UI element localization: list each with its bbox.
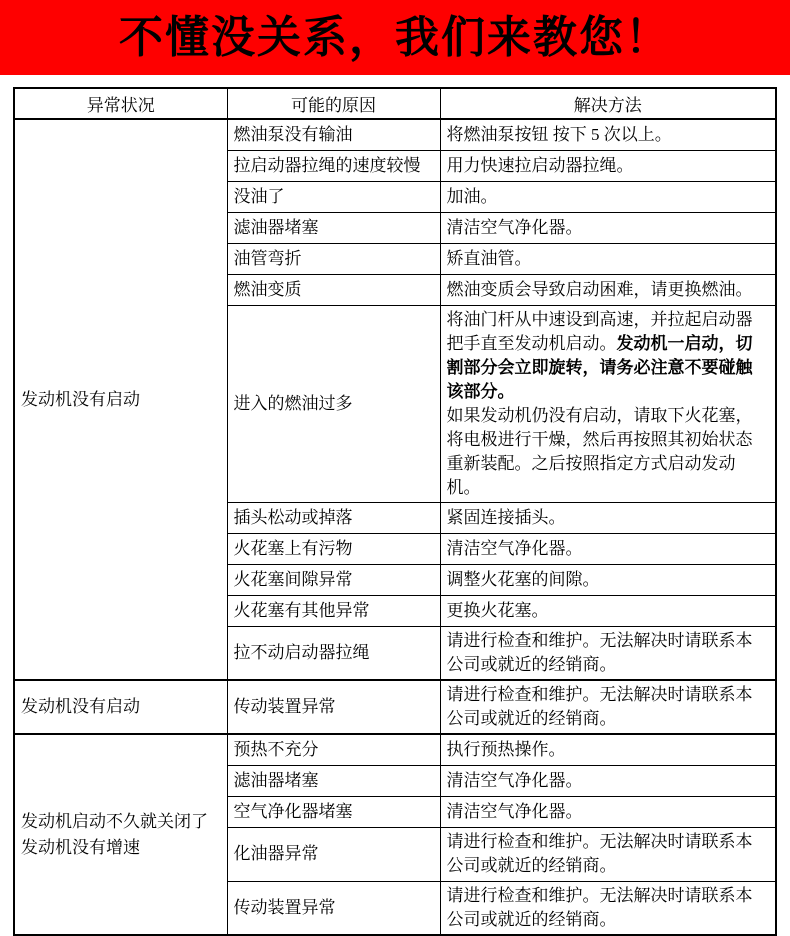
solution-text: 清洁空气净化器。 xyxy=(446,770,583,790)
cause-cell: 传动装置异常 xyxy=(227,881,440,935)
cause-cell: 化油器异常 xyxy=(227,827,440,881)
cause-cell: 空气净化器堵塞 xyxy=(227,796,440,827)
solution-text: 请进行检查和维护。无法解决时请联系本公司或就近的经销商。 xyxy=(446,885,753,929)
column-header-situation: 异常状况 xyxy=(14,88,227,119)
solution-cell xyxy=(440,305,776,502)
cause-cell: 火花塞有其他异常 xyxy=(227,595,440,626)
column-header-solution: 解决方法 xyxy=(440,88,776,119)
cause-cell: 燃油变质 xyxy=(227,274,440,305)
cause-cell: 滤油器堵塞 xyxy=(227,212,440,243)
cause-cell: 火花塞上有污物 xyxy=(227,533,440,564)
situation-cell: 发动机没有启动 xyxy=(14,119,227,680)
solution-cell xyxy=(440,243,776,274)
solution-text: 燃油变质会导致启动困难，请更换燃油。 xyxy=(446,279,753,299)
cause-cell: 预热不充分 xyxy=(227,734,440,765)
solution-text: 将燃油泵按钮 按下 5 次以上。 xyxy=(446,124,672,144)
solution-text: 请进行检查和维护。无法解决时请联系本公司或就近的经销商。 xyxy=(446,685,753,728)
solution-text: 加油。 xyxy=(446,186,498,206)
solution-cell xyxy=(440,827,776,881)
solution-text: 清洁空气净化器。 xyxy=(446,801,583,821)
solution-text: 请进行检查和维护。无法解决时请联系本公司或就近的经销商。 xyxy=(446,630,753,674)
cause-cell: 插头松动或掉落 xyxy=(227,502,440,533)
table-row xyxy=(14,680,776,734)
cause-cell: 传动装置异常 xyxy=(227,680,440,734)
solution-text: 矫直油管。 xyxy=(446,248,532,268)
situation-cell: 发动机启动不久就关闭了 发动机没有增速 xyxy=(14,734,227,935)
solution-cell xyxy=(440,181,776,212)
solution-text: 如果发动机仍没有启动，请取下火花塞，将电极进行干燥，然后再按照其初始状态重新装配。之后按照指定方式启动发动机。 xyxy=(446,405,753,497)
troubleshooting-table xyxy=(13,87,777,936)
cause-cell: 滤油器堵塞 xyxy=(227,765,440,796)
solution-text: 将油门杆从中速设到高速，并拉起启动器把手直至发动机启动。 xyxy=(446,309,753,353)
solution-cell xyxy=(440,533,776,564)
solution-text: 清洁空气净化器。 xyxy=(446,538,583,558)
table-body xyxy=(14,119,776,935)
solution-text: 调整火花塞的间隙。 xyxy=(446,569,600,589)
solution-text: 更换火花塞。 xyxy=(446,600,549,620)
table-row xyxy=(14,119,776,150)
table-header-row xyxy=(14,88,776,119)
cause-cell: 拉启动器拉绳的速度较慢 xyxy=(227,150,440,181)
cause-cell: 没油了 xyxy=(227,181,440,212)
solution-cell xyxy=(440,274,776,305)
solution-cell xyxy=(440,212,776,243)
banner-title: 不懂没关系，我们来教您！ xyxy=(119,12,671,62)
solution-cell xyxy=(440,119,776,150)
solution-cell xyxy=(440,564,776,595)
solution-text: 执行预热操作。 xyxy=(446,739,566,759)
cause-cell: 燃油泵没有输油 xyxy=(227,119,440,150)
situation-cell: 发动机没有启动 xyxy=(14,680,227,734)
solution-text: 用力快速拉启动器拉绳。 xyxy=(446,155,634,175)
solution-cell xyxy=(440,680,776,734)
solution-cell xyxy=(440,502,776,533)
solution-text: 紧固连接插头。 xyxy=(446,507,566,527)
solution-cell xyxy=(440,150,776,181)
cause-cell: 进入的燃油过多 xyxy=(227,305,440,502)
banner xyxy=(0,0,790,75)
column-header-cause: 可能的原因 xyxy=(227,88,440,119)
cause-cell: 火花塞间隙异常 xyxy=(227,564,440,595)
solution-text: 清洁空气净化器。 xyxy=(446,217,583,237)
table-row xyxy=(14,734,776,765)
cause-cell: 油管弯折 xyxy=(227,243,440,274)
solution-cell xyxy=(440,796,776,827)
solution-cell xyxy=(440,626,776,680)
solution-cell xyxy=(440,765,776,796)
warning-text: 发动机一启动，切割部分会立即旋转，请务必注意不要碰触该部分。 xyxy=(446,333,753,401)
cause-cell: 拉不动启动器拉绳 xyxy=(227,626,440,680)
solution-cell xyxy=(440,881,776,935)
solution-cell xyxy=(440,595,776,626)
solution-text: 请进行检查和维护。无法解决时请联系本公司或就近的经销商。 xyxy=(446,832,753,875)
solution-cell xyxy=(440,734,776,765)
